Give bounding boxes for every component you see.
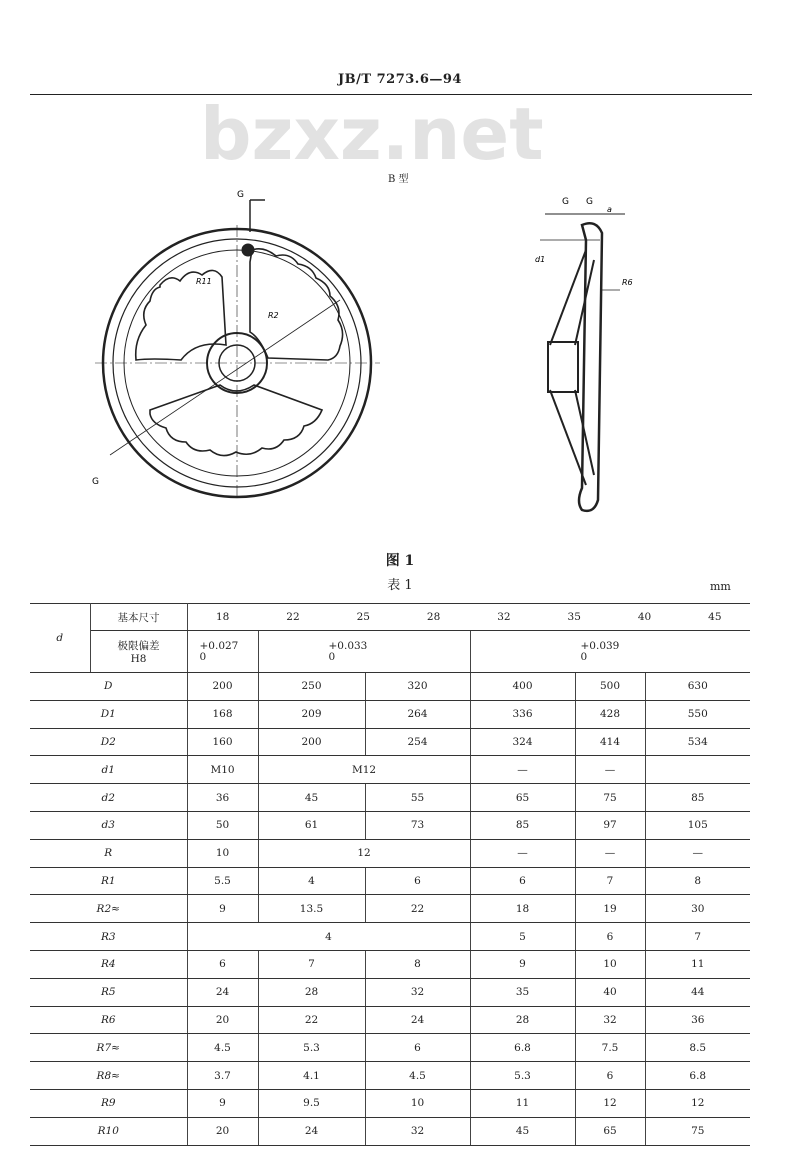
row-label: d1: [30, 756, 187, 784]
table-cell: 9: [187, 1089, 258, 1117]
table-cell: 324: [470, 728, 575, 756]
table-cell: —: [575, 756, 645, 784]
table-cell: 7.5: [575, 1034, 645, 1062]
table-cell: 36: [187, 784, 258, 812]
table-cell: 5.3: [258, 1034, 365, 1062]
table-cell: 4: [258, 867, 365, 895]
table-cell: 22: [258, 1006, 365, 1034]
table-cell: 10: [187, 839, 258, 867]
table-cell: 61: [258, 811, 365, 839]
table-cell: 9: [187, 895, 258, 923]
size-value: 25: [356, 611, 370, 623]
table-row: [30, 700, 750, 728]
watermark: bzxz.net: [200, 92, 544, 176]
table-cell: 24: [258, 1117, 365, 1145]
tolerance-grade: H8: [130, 653, 147, 665]
tolerance-upper: +0.033: [328, 639, 368, 652]
table-cell: 534: [645, 728, 750, 756]
table-cell: 20: [187, 1006, 258, 1034]
table-cell: 32: [575, 1006, 645, 1034]
table-cell: 6: [575, 1062, 645, 1090]
table-cell: 9.5: [258, 1089, 365, 1117]
table-cell: 630: [645, 673, 750, 701]
table-cell: 40: [575, 978, 645, 1006]
handwheel-drawing: [0, 0, 800, 545]
table-row: [30, 1062, 750, 1090]
table-cell: 36: [645, 1006, 750, 1034]
table-cell: 10: [365, 1089, 470, 1117]
table-row: [30, 631, 750, 673]
row-label: R1: [30, 867, 187, 895]
table-cell: 19: [575, 895, 645, 923]
table-cell: 550: [645, 700, 750, 728]
table-row: [30, 950, 750, 978]
row-label: D: [30, 673, 187, 701]
table-cell: 65: [470, 784, 575, 812]
row-label: R5: [30, 978, 187, 1006]
table-cell: 32: [365, 1117, 470, 1145]
table-cell: 3.7: [187, 1062, 258, 1090]
table-cell: 50: [187, 811, 258, 839]
table-cell: 85: [645, 784, 750, 812]
table-cell: 414: [575, 728, 645, 756]
tolerance-cell: [258, 631, 470, 673]
row-label: R9: [30, 1089, 187, 1117]
table-cell: [645, 756, 750, 784]
size-value: 28: [426, 611, 441, 623]
tolerance-cell: [187, 631, 258, 673]
table-cell: 22: [365, 895, 470, 923]
table-cell: 97: [575, 811, 645, 839]
table-cell: —: [470, 756, 575, 784]
size-value: 22: [286, 611, 300, 623]
table-cell: 18: [470, 895, 575, 923]
table-body: [30, 673, 750, 1146]
tolerance-lower: 0: [199, 650, 207, 663]
table-cell: 4.5: [365, 1062, 470, 1090]
row-label: D2: [30, 728, 187, 756]
table-cell: 75: [575, 784, 645, 812]
row-label: R4: [30, 950, 187, 978]
table-row: [30, 895, 750, 923]
table-row: [30, 867, 750, 895]
label-r6: R6: [622, 278, 633, 287]
section-label-g-side-1: G: [562, 197, 569, 207]
table-cell: 7: [645, 923, 750, 951]
table-cell: M12: [258, 756, 470, 784]
table-cell: 168: [187, 700, 258, 728]
table-cell: 105: [645, 811, 750, 839]
row-label: d3: [30, 811, 187, 839]
size-value: 18: [215, 611, 230, 623]
front-view: [95, 200, 380, 500]
table-cell: 4.5: [187, 1034, 258, 1062]
section-label-g-side-2: G: [586, 197, 593, 207]
table-cell: 160: [187, 728, 258, 756]
table-cell: 4: [187, 923, 470, 951]
size-value: 35: [567, 611, 581, 623]
size-value: 45: [708, 611, 722, 623]
d-label: d: [30, 604, 90, 673]
figure-type-label: B 型: [388, 174, 409, 185]
table-cell: 55: [365, 784, 470, 812]
table-row: [30, 1089, 750, 1117]
table-cell: 254: [365, 728, 470, 756]
row-label: R3: [30, 923, 187, 951]
table-cell: 9: [470, 950, 575, 978]
table-cell: 6: [470, 867, 575, 895]
table-row: [30, 784, 750, 812]
table-cell: 28: [470, 1006, 575, 1034]
table-cell: 6: [187, 950, 258, 978]
table-cell: 12: [645, 1089, 750, 1117]
table-cell: 7: [258, 950, 365, 978]
table-cell: 11: [470, 1089, 575, 1117]
table-cell: 12: [258, 839, 470, 867]
table-row: [30, 811, 750, 839]
table-cell: 85: [470, 811, 575, 839]
table-row: [30, 1117, 750, 1145]
row-label: R2≈: [30, 895, 187, 923]
label-d1: d1: [535, 255, 546, 264]
tolerance-upper: +0.039: [580, 639, 620, 652]
section-label-g-top: G: [237, 190, 244, 200]
table-row: [30, 978, 750, 1006]
table-cell: —: [575, 839, 645, 867]
table-row: [30, 1006, 750, 1034]
table-cell: 6: [365, 867, 470, 895]
sizes-cell: [187, 604, 750, 631]
basic-size-label: 基本尺寸: [90, 604, 187, 631]
table-row: [30, 604, 750, 631]
table-cell: 5.5: [187, 867, 258, 895]
table-cell: 65: [575, 1117, 645, 1145]
table-cell: 8: [365, 950, 470, 978]
table-cell: 209: [258, 700, 365, 728]
table-cell: —: [645, 839, 750, 867]
table-cell: 200: [187, 673, 258, 701]
table-cell: 264: [365, 700, 470, 728]
table-cell: 28: [258, 978, 365, 1006]
table-cell: 6.8: [645, 1062, 750, 1090]
table-cell: 5: [470, 923, 575, 951]
section-label-g-bottom: G: [92, 477, 99, 487]
table-cell: 35: [470, 978, 575, 1006]
table-row: [30, 756, 750, 784]
table-cell: 11: [645, 950, 750, 978]
table-cell: 6: [365, 1034, 470, 1062]
table-cell: M10: [187, 756, 258, 784]
table-cell: 10: [575, 950, 645, 978]
table-cell: 73: [365, 811, 470, 839]
table-cell: 4.1: [258, 1062, 365, 1090]
row-label: R10: [30, 1117, 187, 1145]
table-cell: 6.8: [470, 1034, 575, 1062]
dimension-table: [30, 603, 750, 1146]
table-cell: 13.5: [258, 895, 365, 923]
figure-caption: 图 1: [385, 553, 415, 569]
tolerance-upper: +0.027: [199, 639, 239, 652]
table-row: [30, 923, 750, 951]
table-cell: 32: [365, 978, 470, 1006]
tolerance-label: 极限偏差: [117, 640, 160, 652]
table-cell: 250: [258, 673, 365, 701]
table-cell: 8.5: [645, 1034, 750, 1062]
tolerance-lower: 0: [328, 650, 336, 663]
label-r2: R2: [268, 311, 279, 320]
table-cell: 8: [645, 867, 750, 895]
row-label: R6: [30, 1006, 187, 1034]
table-row: [30, 728, 750, 756]
size-value: 32: [497, 611, 511, 623]
table-cell: 24: [365, 1006, 470, 1034]
tolerance-label-cell: [90, 631, 187, 673]
row-label: D1: [30, 700, 187, 728]
table-cell: 7: [575, 867, 645, 895]
table-cell: 400: [470, 673, 575, 701]
side-view: [540, 214, 625, 511]
table-cell: 6: [575, 923, 645, 951]
table-cell: 30: [645, 895, 750, 923]
tolerance-lower: 0: [580, 650, 588, 663]
table-cell: 500: [575, 673, 645, 701]
table-cell: 12: [575, 1089, 645, 1117]
size-list: [188, 611, 751, 623]
standard-number-header: JB/T 7273.6—94: [338, 72, 462, 87]
table-cell: 5.3: [470, 1062, 575, 1090]
row-label: R: [30, 839, 187, 867]
table-cell: 45: [258, 784, 365, 812]
table-cell: 75: [645, 1117, 750, 1145]
label-r11: R11: [196, 277, 212, 286]
table-cell: 200: [258, 728, 365, 756]
row-label: R7≈: [30, 1034, 187, 1062]
table-cell: 20: [187, 1117, 258, 1145]
table-cell: 428: [575, 700, 645, 728]
table-cell: 44: [645, 978, 750, 1006]
table-cell: 24: [187, 978, 258, 1006]
table-caption: 表 1: [387, 578, 413, 593]
row-label: R8≈: [30, 1062, 187, 1090]
table-cell: 320: [365, 673, 470, 701]
table-cell: —: [470, 839, 575, 867]
row-label: d2: [30, 784, 187, 812]
table-cell: 45: [470, 1117, 575, 1145]
table-cell: 336: [470, 700, 575, 728]
table-unit: mm: [710, 580, 731, 593]
table-row: [30, 839, 750, 867]
tolerance-cell: [470, 631, 750, 673]
table-row: [30, 673, 750, 701]
size-value: 40: [637, 611, 652, 623]
label-a: a: [607, 205, 612, 214]
table-row: [30, 1034, 750, 1062]
